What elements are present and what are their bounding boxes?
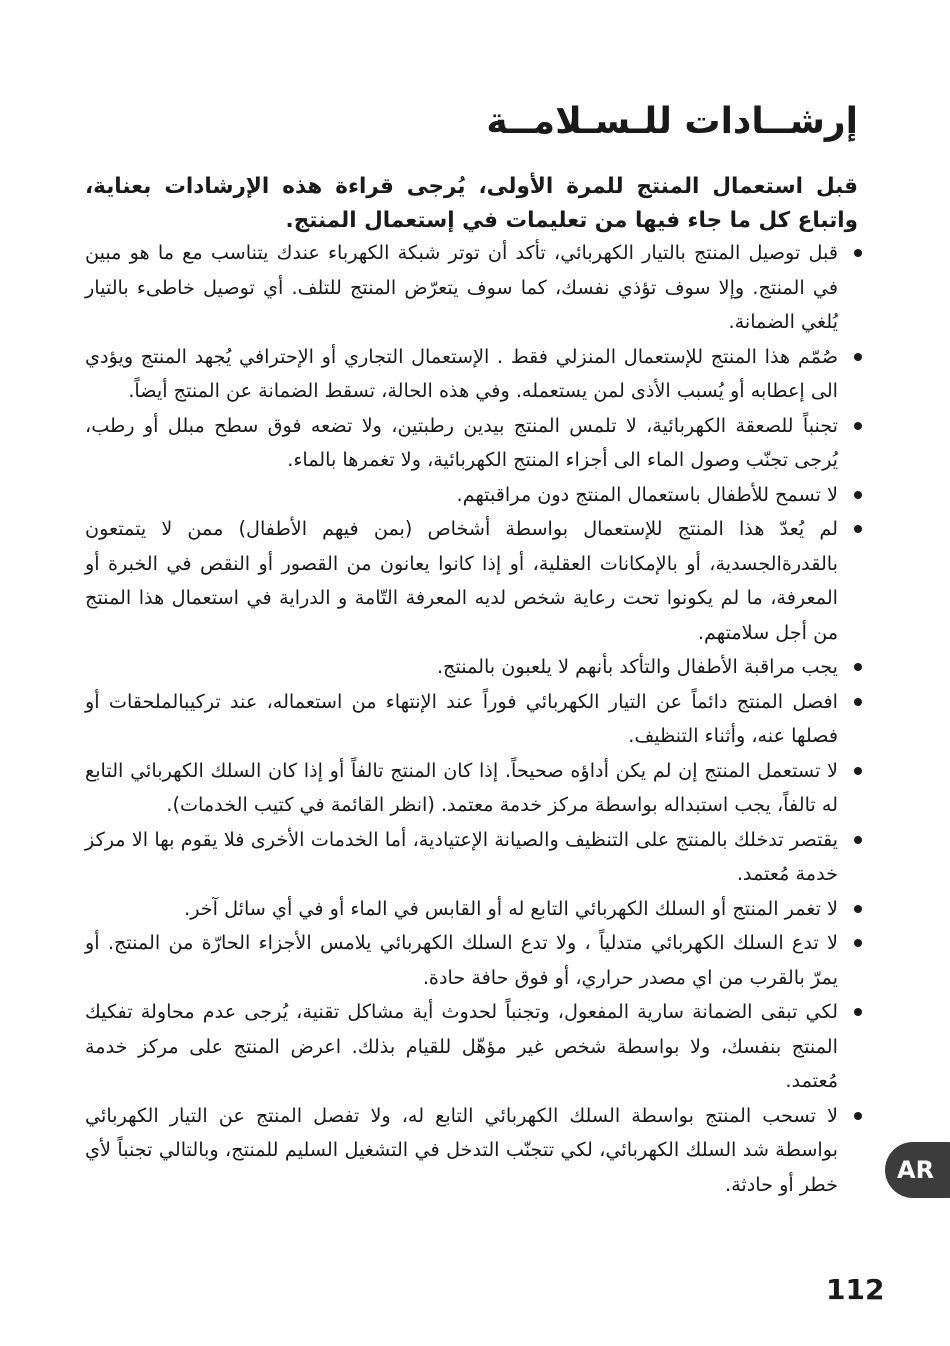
list-item-text: صُمّم هذا المنتج للإستعمال المنزلي فقط . الإستعمال التجاري أو الإحترافي يُجهد المنتج ويؤدي الى إعطابه أو يُسبب الأذى لمن يستعمله. وفي هذه الحالة، تسقط الضمانة عن المنتج أيضاً. xyxy=(85,344,838,402)
list-item xyxy=(85,409,868,478)
bullet-icon xyxy=(854,939,862,947)
list-item-text: لا تغمر المنتج أو السلك الكهربائي التابع له أو القابس في الماء أو في أي سائل آخر. xyxy=(184,896,838,920)
bullet-icon xyxy=(854,663,862,671)
list-item-text: لا تستعمل المنتج إن لم يكن أداؤه صحيحاً. إذا كان المنتج تالفاً أو إذا كان السلك الكهربائي التابع له تالفاً، يجب استبداله بواسطة مركز خدمة معتمد. (انظر القائمة في كتيب الخدمات). xyxy=(85,758,838,816)
list-item-text: لا تدع السلك الكهربائي متدلياً ، ولا تدع السلك الكهربائي يلامس الأجزاء الحارّة من المنتج. أو يمرّ بالقرب من اي مصدر حراري، أو فوق حافة حادة. xyxy=(85,931,838,989)
bullet-icon xyxy=(854,491,862,499)
list-item-text: تجنباً للصعقة الكهربائية، لا تلمس المنتج بيدين رطبتين، ولا تضعه فوق سطح مبلل أو رطب، يُرجى تجنّب وصول الماء الى أجزاء المنتج الكهربائية، ولا تغمرها بالماء. xyxy=(85,413,838,471)
bullet-icon xyxy=(854,698,862,706)
bullet-icon xyxy=(854,1008,862,1016)
bullet-icon xyxy=(854,422,862,430)
bullet-icon xyxy=(854,767,862,775)
bullet-icon xyxy=(854,905,862,913)
list-item xyxy=(85,236,868,340)
bullet-icon xyxy=(854,525,862,533)
language-tab-label: AR xyxy=(897,1156,935,1184)
list-item-text: لم يُعدّ هذا المنتج للإستعمال بواسطة أشخاص (بمن فيهم الأطفال) ممن لا يتمتعون بالقدرةالجسدية، أو بالإمكانات العقلية، أو إذا كانوا يعانون من القصور أو النقص في الخبرة أو المعرفة، ما لم يكونوا تحت رعاية شخص لديه المعرفة التّامة و الدراية في استعمال هذا المنتج من أجل سلامتهم. xyxy=(85,517,838,644)
list-item-text: يجب مراقبة الأطفال والتأكد بأنهم لا يلعبون بالمنتج. xyxy=(436,655,838,678)
list-item xyxy=(85,823,868,892)
bullet-icon xyxy=(854,353,862,361)
list-item xyxy=(85,754,868,823)
page-title: إرشــادات للـسـلامــة xyxy=(486,101,858,142)
list-item xyxy=(85,340,868,409)
list-item-text: يقتصر تدخلك بالمنتج على التنظيف والصيانة الإعتيادية، أما الخدمات الأخرى فلا يقوم بها الا مركز خدمة مُعتمد. xyxy=(85,827,838,885)
list-item xyxy=(85,478,868,513)
bullet-icon xyxy=(854,249,862,257)
list-item-text: لكي تبقى الضمانة سارية المفعول، وتجنباً لحدوث أية مشاكل تقنية، يُرجى عدم محاولة تفكيك المنتج بنفسك، ولا بواسطة شخص غير مؤهّل للقيام بذلك. اعرض المنتج على مركز خدمة مُعتمد. xyxy=(85,1000,838,1092)
list-item-text: لا تسمح للأطفال باستعمال المنتج دون مراقبتهم. xyxy=(456,482,838,506)
language-tab xyxy=(885,1142,950,1198)
list-item-text: افصل المنتج دائماً عن التيار الكهربائي فوراً عند الإنتهاء من استعماله، عند تركيبالملحقات أو فصلها عنه، وأثناء التنظيف. xyxy=(85,689,838,747)
list-item xyxy=(85,685,868,754)
safety-instructions-list xyxy=(85,236,868,1202)
list-item xyxy=(85,995,868,1099)
list-item xyxy=(85,926,868,995)
list-item xyxy=(85,1099,868,1203)
intro-paragraph: قبل استعمال المنتج للمرة الأولى، يُرجى قراءة هذه الإرشادات بعناية، واتباع كل ما جاء فيها من تعليمات في إستعمال المنتج. xyxy=(85,174,858,233)
list-item xyxy=(85,892,868,927)
bullet-icon xyxy=(854,1112,862,1120)
list-item-text: لا تسحب المنتج بواسطة السلك الكهربائي التابع له، ولا تفصل المنتج عن التيار الكهربائي بواسطة شد السلك الكهربائي، لكي تتجنّب التدخل في التشغيل السليم للمنتج، وبالتالي تجنباً لأي خطر أو حادثة. xyxy=(85,1103,838,1196)
list-item xyxy=(85,650,868,685)
bullet-icon xyxy=(854,836,862,844)
list-item xyxy=(85,512,868,650)
list-item-text: قبل توصيل المنتج بالتيار الكهربائي، تأكد أن توتر شبكة الكهرباء عندك يتناسب مع ما هو مبين في المنتج. وإلا سوف تؤذي نفسك، كما سوف يتعرّض المنتج للتلف. أي توصيل خاطىء بالتيار يُلغي الضمانة. xyxy=(85,241,838,333)
page-number: 112 xyxy=(826,1273,885,1306)
